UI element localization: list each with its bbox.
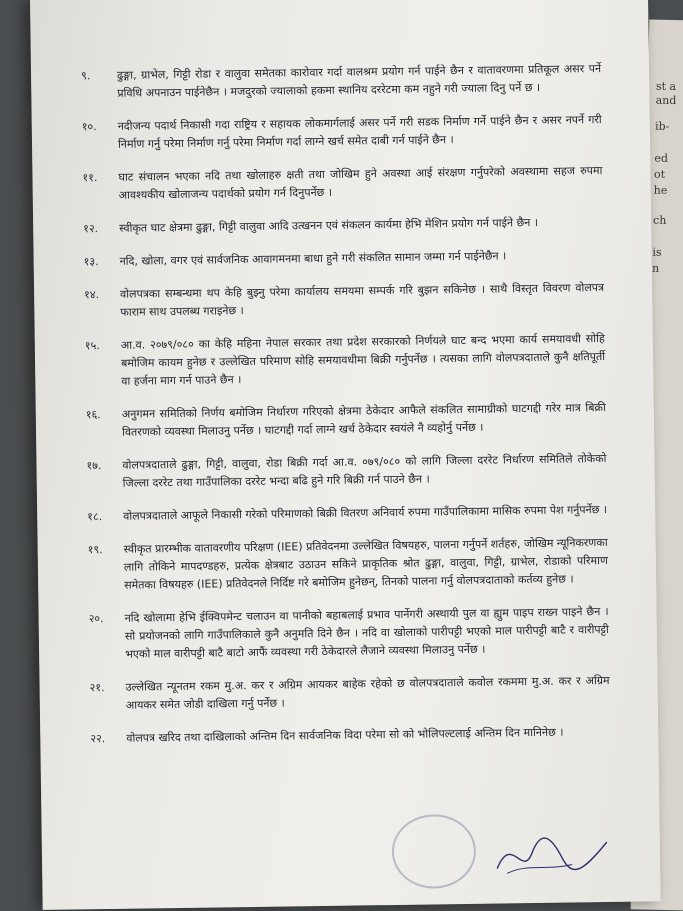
list-item: [86, 399, 606, 442]
item-number: १७.: [86, 459, 102, 473]
item-text: वोलपत्रदाताले ढुङ्गा, गिट्टी, वालुवा, रोडा बिक्री गर्दा आ.व. ०७९/०८० को लागि जिल्ला दररेट निर्धारण समितिले तोकेको जिल्ला दररेट तथा गाउँपालिका दररेट भन्दा बढि हुने गरि बिक्री गर्न पाउने छैन ।: [122, 451, 607, 490]
list-item: [84, 279, 604, 322]
document-page: [30, 0, 661, 910]
side-fragment: he: [653, 183, 668, 197]
item-number: १५.: [84, 339, 100, 353]
list-item: [82, 162, 602, 205]
side-fragment: ed: [654, 151, 669, 165]
office-seal-stamp: [391, 814, 476, 889]
list-item: [90, 723, 610, 748]
list-item: [88, 534, 609, 595]
list-item: [82, 111, 602, 154]
item-text: उल्लेखित न्यूनतम रकम मु.अ. कर र अग्रिम आयकर बाहेक रहेको छ वोलपत्रदाताले कवोल रकममा मु.अ. कर र अग्रिम आयकर समेत जोडी दाखिला गर्नु पर्नेछ ।: [125, 673, 610, 712]
item-text: आ.व. २०७९/०८० का केहि महिना नेपाल सरकार तथा प्रदेश सरकारको निर्णयले घाट बन्द भएमा कार्य समयावधी सोहि बमोजिम कायम हुनेछ र उल्लेखित परिमाण सोहि समयावधीमा बिक्री गर्नुपर्नेछ । त्यसका लागि वोलपत्रदाताले कुनै क्षतिपूर्ती वा हर्जना माग गर्न पाउने छैन ।: [120, 332, 606, 388]
condition-list: [81, 60, 611, 763]
side-fragment: ch: [652, 213, 667, 227]
list-item: [86, 450, 606, 493]
side-fragment: ot: [653, 167, 666, 181]
item-number: १९.: [87, 543, 103, 557]
item-number: २०.: [88, 612, 104, 626]
list-item: [89, 672, 609, 715]
side-fragment: is: [652, 245, 662, 259]
item-number: १४.: [84, 288, 100, 302]
list-item: [83, 213, 603, 238]
list-item: [89, 603, 610, 664]
item-text: अनुगमन समितिको निर्णय बमोजिम निर्धारण गरिएको क्षेत्रमा ठेकेदार आफैले संकलित सामाग्रीको घाटगद्दी गरेर मात्र बिक्री वितरणको व्यवस्था मिलाउनु पर्नेछ । घाटगद्दी गर्दा लाग्ने खर्च ठेकेदार स्वयंले नै व्यहोर्नु पर्नेछ ।: [121, 401, 606, 439]
item-number: १२.: [83, 222, 99, 236]
item-number: ९.: [80, 69, 91, 83]
item-number: १८.: [87, 510, 103, 524]
item-number: २२.: [90, 732, 106, 746]
item-text: वोलपत्रका सम्बन्धमा थप केहि बुझ्नु परेमा कार्यालय समयमा सम्पर्क गरि बुझन सकिनेछ । साथै विस्तृत विवरण वोलपत्र फाराम साथ उपलब्ध गराइनेछ ।: [120, 281, 605, 319]
item-text: वोलपत्रदाताले आफूले निकासी गरेको परिमाणको बिक्री वितरण अनिवार्य रुपमा गाउँपालिकामा मासिक रुपमा पेश गर्नुपर्नेछ ।: [123, 502, 608, 523]
list-item: [81, 60, 601, 103]
item-text: नदि, खोला, वगर एवं सार्वजनिक आवागमनमा बाधा हुने गरी संकलित सामान जम्मा गर्न पाईनेछैन ।: [119, 249, 507, 268]
item-text: नदीजन्य पदार्थ निकासी गदा राष्ट्रिय र सहायक लोकमार्गलाई असर पर्ने गरी सडक निर्माण गर्ने पाईने छैन र असर नपर्ने गरी निर्माण गर्नु परेमा निर्माण गर्नु परेमा निर्माण गर्दा लाग्ने खर्च समेत दाबी गर्न पाईने छैन ।: [117, 113, 602, 151]
item-text: स्वीकृत प्रारम्भीक वातावरणीय परिक्षण (IEE) प्रतिवेदनमा उल्लेखित विषयहरु, पालना गर्नुपर्ने शर्तहरु, जोखिम न्यूनिकरणका लागि तोकिने मापदण्डहरु, प्रत्येक क्षेत्रबाट उठाउन सकिने प्राकृतिक श्रोत ढुङ्गा, वालुवा, गिट्टी, ग्राभेल, रोडाको परिमाण समेतका विषयहरु (IEE) प्रतिवेदनले निर्दिष्ट गरे बमोजिम हुनेछन्, तिनको पालना गर्नु वोलपत्रदाताको कर्तव्य हुनेछ ।: [123, 535, 608, 592]
list-item: [87, 501, 607, 526]
side-fragment: n: [651, 261, 660, 275]
item-text: घाट संचालन भएका नदि तथा खोलाहरु क्षती तथा जोखिम हुने अवस्था आई संरक्षण गर्नुपरेको अवस्थामा सहज रुपमा आवश्यकीय खोलाजन्य पदार्थको प्रयोग गर्न दिनुपर्नेछ ।: [118, 164, 603, 202]
side-fragment: ib-: [654, 119, 670, 133]
item-number: ११.: [82, 171, 98, 185]
list-item: [84, 246, 604, 271]
item-text: वोलपत्र खरिद तथा दाखिलाको अन्तिम दिन सार्वजनिक विदा परेमा सो को भोलिपल्टलाई अन्तिम दिन मानिनेछ ।: [126, 725, 564, 745]
list-item: [85, 330, 606, 391]
side-fragment: and: [655, 93, 677, 108]
item-text: नदि खोलामा हेभि ईक्विपमेन्ट चलाउन वा पानीको बहाबलाई प्रभाव पार्नेगरी अस्थायी पुल वा ह्युम पाइप राख्न पाइने छैन । सो प्रयोजनको लागि गाउँपालिकाले कुनै अनुमति दिने छैन । नदि वा खोलाको पारीपट्टी भएको माल पारीपट्टी बाटै र वारीपट्टी भएको माल वारीपट्टी बाटै बाटो आफैं व्यवस्था गरी ठेकेदारले लैजाने व्यवस्था मिलाउनु पर्नेछ ।: [124, 604, 609, 661]
item-number: २१.: [89, 681, 105, 695]
item-text: स्वीकृत घाट क्षेत्रमा ढुङ्गा, गिट्टी वालुवा आदि उत्खनन एवं संकलन कार्यमा हेभि मेशिन प्रयोग गर्न पाईने छैन ।: [119, 215, 539, 235]
item-number: १०.: [81, 120, 97, 134]
item-text: ढुङ्गा, ग्राभेल, गिट्टी रोडा र वालुवा समेतका कारोवार गर्दा वालश्रम प्रयोग गर्न पाईने छैन र वातावरणमा प्रतिकूल असर पर्ने प्रविधि अपनाउन पाईनेछैन । मजदुरको ज्यालाको हकमा स्थानिय दररेटमा कम नहुने गरी ज्याला दिनु पर्ने छ ।: [116, 62, 602, 100]
signature-mark: [492, 822, 613, 884]
side-fragment: st a: [655, 79, 677, 94]
item-number: १६.: [85, 408, 101, 422]
item-number: १३.: [83, 255, 99, 269]
